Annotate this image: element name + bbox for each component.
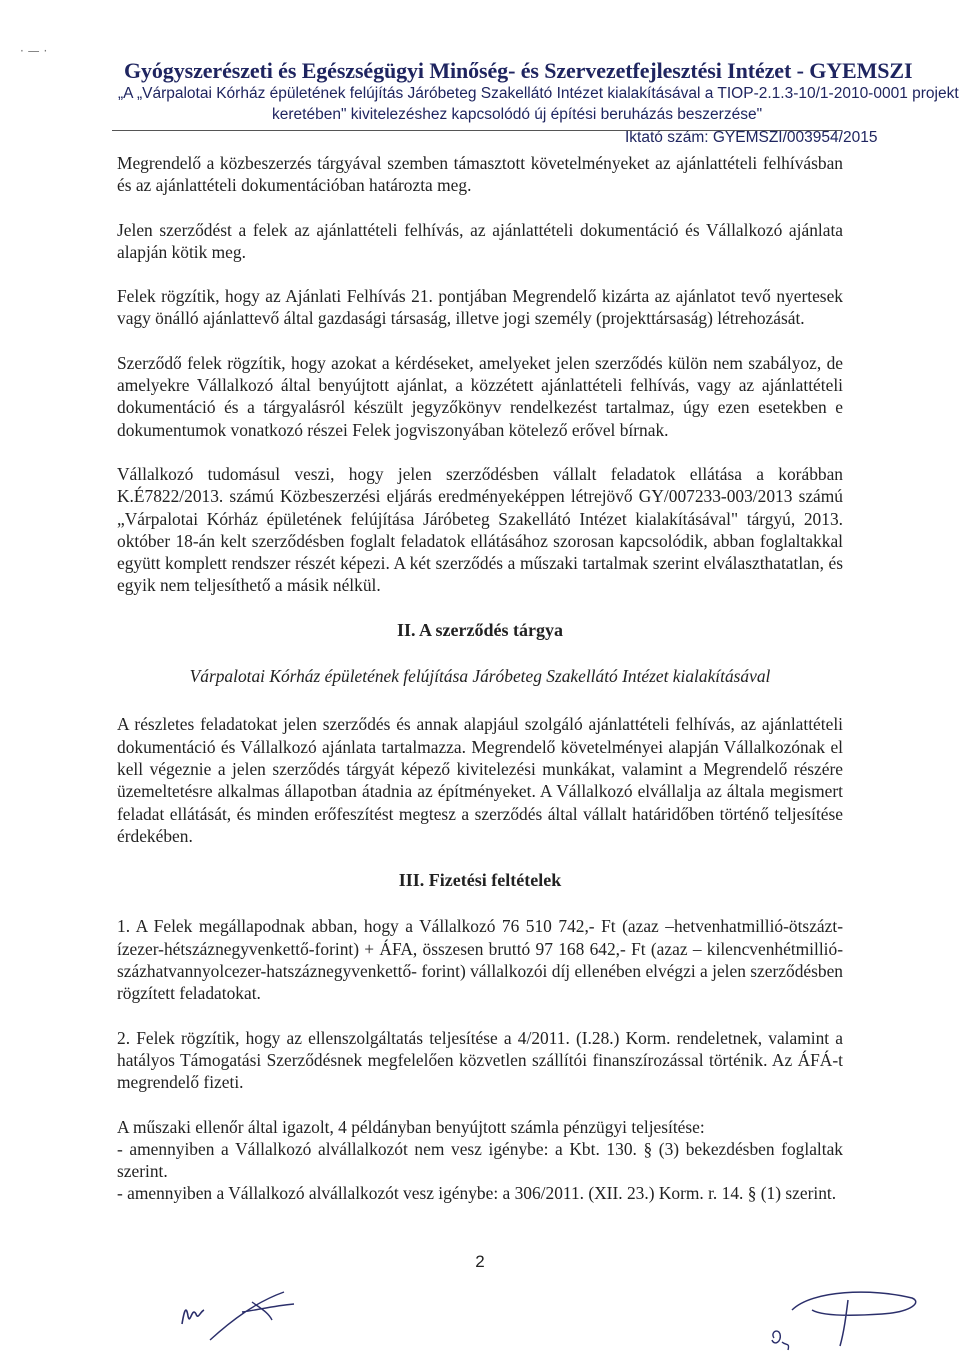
- contract-subject: Várpalotai Kórház épületének felújítása Járóbeteg Szakellátó Intézet kialakításával: [189, 666, 771, 687]
- section-3-heading: III. Fizetési feltételek: [398, 870, 562, 891]
- reference-number: Iktató szám: GYEMSZI/003954/2015: [625, 129, 878, 146]
- paragraph-requirements: Megrendelő a közbeszerzés tárgyával szemben támasztott követelményeket az ajánlattételi felhívásban és az ajánlattételi dokumentációban határozta meg.: [117, 153, 843, 196]
- paragraph-project-company: Felek rögzítik, hogy az Ajánlati Felhívás 21. pontjában Megrendelő kizárta az ajánlatot tevő nyertesek vagy önálló ajánlattevő által gazdasági társaság, illetve jogi személy (projekttársaság) létrehozását.: [117, 286, 843, 329]
- signature-left: [172, 1282, 312, 1354]
- paragraph-related-contract: Vállalkozó tudomásul veszi, hogy jelen szerződésben vállalt feladatok ellátása a korábban K.É7822/2013. számú Közbeszerzési eljárás eredményeképpen létrejövő GY/007233-003/2013 számú „Várpalotai Kórház épületének felújítása Járóbeteg Szakellátó Intézet kialakításával" tárgyú, 2013. október 18-án kelt szerződésben foglalt feladatok ellátásához szorosan kapcsolódik, abban foglaltakkal együtt komplett rendszer részét képezi. A két szerződés a műszaki tartalmak szerint elválaszthatatlan, és egyik nem teljesíthető a másik nélkül.: [117, 463, 843, 596]
- project-line-1: „A „Várpalotai Kórház épületének felújítás Járóbeteg Szakellátó Intézet kialakításával a TIOP-2.1.3-10/1-2010-0001 projekt: [118, 85, 959, 102]
- institute-title: Gyógyszerészeti és Egészségügyi Minőség- és Szervezetfejlesztési Intézet - GYEMSZI: [124, 58, 913, 83]
- paragraph-invoice: A műszaki ellenőr által igazolt, 4 példányban benyújtott számla pénzügyi teljesítése:: [117, 1116, 705, 1137]
- paragraph-basis: Jelen szerződést a felek az ajánlattételi felhívás, az ajánlattételi dokumentáció és Vállalkozó ajánlata alapján kötik meg.: [117, 219, 843, 262]
- bullet-no-subcontractor: - amennyiben a Vállalkozó alvállalkozót nem vesz igénybe: a Kbt. 130. § (3) bekezdésben foglaltak szerint.: [117, 1138, 843, 1182]
- header-divider: [112, 130, 842, 131]
- section-2-heading: II. A szerződés tárgya: [397, 619, 563, 640]
- project-line-2: keretében" kivitelezéshez kapcsolódó új építési beruházás beszerzése": [272, 106, 763, 123]
- contract-body: [117, 152, 843, 1205]
- signature-right: [752, 1280, 932, 1356]
- bullet-with-subcontractor: - amennyiben a Vállalkozó alvállalkozót vesz igénybe: a 306/2011. (XII. 23.) Korm. r. 14. § (1) szerint.: [117, 1183, 837, 1204]
- scan-marks: · — ·: [20, 44, 48, 58]
- paragraph-unregulated-questions: Szerződő felek rögzítik, hogy azokat a kérdéseket, amelyeket jelen szerződés külön nem szabályoz, de amelyekre Vállalkozó által benyújtott ajánlat, a közzétett ajánlattételi felhívás, vagy az ajánlattételi dokumentáció és a tárgyalásról készült jegyzőkönyv rendelkezést tartalmaz, úgy ezen esetekben e dokumentumok vonatkozó részei Felek jogviszonyában kötelező erővel bírnak.: [117, 352, 843, 440]
- payment-item-2: 2. Felek rögzítik, hogy az ellenszolgáltatás teljesítése a 4/2011. (I.28.) Korm. rendeletnek, valamint a hatályos Támogatási Szerződésnek megfelelően közvetlen szállítói finanszírozással történik. Az ÁFÁ-t megrendelő fizeti.: [117, 1027, 843, 1093]
- paragraph-detailed-tasks: A részletes feladatokat jelen szerződés és annak alapjául szolgáló ajánlattételi felhívás, az ajánlattételi dokumentáció és Vállalkozó ajánlata tartalmazza. Megrendelő követelményei alapján Vállalkozónak el kell végeznie a jelen szerződés tárgyát képező kivitelezési munkákat, valamint a Megrendelő részére üzemeltetésre alkalmas állapotban átadnia az építményeket. A Vállalkozó elvállalja az általa megismert feladat ellátását, és minden erőfeszítést megtesz a szerződés által vállalt határidőben történő teljesítése érdekében.: [117, 714, 843, 846]
- payment-item-1: 1. A Felek megállapodnak abban, hogy a Vállalkozó 76 510 742,- Ft (azaz –hetvenhatmillió-ötszáztízezer-hétszáznegyvenkettő-forint) + ÁFA, összesen bruttó 97 168 642,- Ft (azaz – kilencvenhétmillió-százhatvannyolcezer-hatszáznegyvenkettő- forint) vállalkozói díj ellenében elvégzi a jelen szerződésben rögzített feladatokat.: [117, 916, 843, 1004]
- page-number: 2: [475, 1252, 485, 1271]
